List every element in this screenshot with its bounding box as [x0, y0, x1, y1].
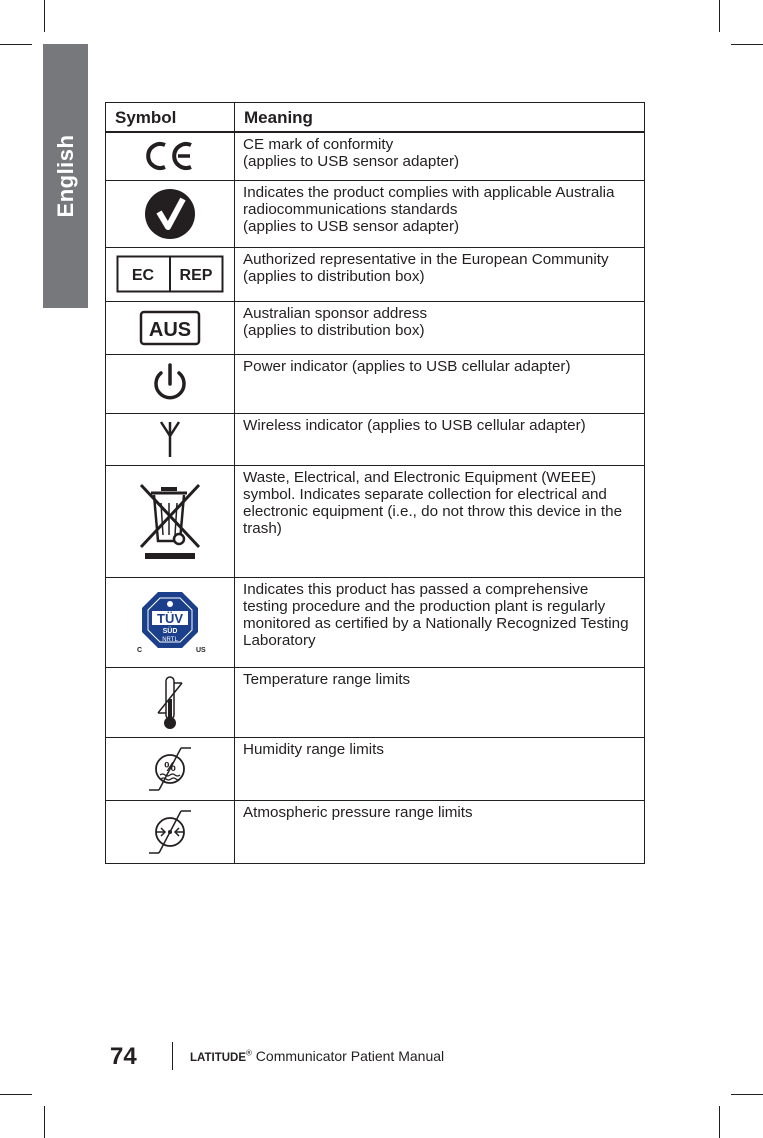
- c-text: C: [137, 647, 143, 654]
- table-row: [106, 180, 645, 247]
- table-row: [106, 737, 645, 800]
- footer-divider: [172, 1042, 173, 1070]
- table-row: [106, 667, 645, 737]
- symbol-cell: [106, 180, 235, 247]
- tuv-text: TÜV: [157, 611, 183, 626]
- language-tab: [43, 44, 88, 308]
- crop-mark: [719, 0, 720, 32]
- symbol-cell: [106, 354, 235, 413]
- pressure-icon: [145, 807, 195, 857]
- table-row: [106, 577, 645, 667]
- crop-mark: [719, 1106, 720, 1138]
- footer-manual-title: Communicator Patient Manual: [251, 1048, 445, 1064]
- footer-brand: LATITUDE: [190, 1052, 247, 1064]
- symbol-column-header: Symbol: [106, 103, 235, 133]
- crop-mark: [0, 1094, 32, 1095]
- page-number: 74: [110, 1043, 137, 1070]
- table-row: [106, 132, 645, 180]
- meaning-cell: Waste, Electrical, and Electronic Equipment (WEEE) symbol. Indicates separate collection for electrical and electronic equipment (i.e., do not throw this device in the trash): [235, 465, 645, 577]
- nrtl-text: NRTL: [162, 637, 178, 643]
- meaning-cell: Power indicator (applies to USB cellular adapter): [235, 354, 645, 413]
- meaning-cell: Atmospheric pressure range limits: [235, 800, 645, 863]
- crop-mark: [44, 1106, 45, 1138]
- symbol-cell: [106, 800, 235, 863]
- symbol-cell: [106, 247, 235, 301]
- ec-rep-icon: [116, 255, 224, 293]
- rep-text: REP: [179, 267, 213, 284]
- table-row: [106, 247, 645, 301]
- crop-mark: [731, 1094, 763, 1095]
- meaning-cell: Temperature range limits: [235, 667, 645, 737]
- registered-mark: ®: [246, 1048, 252, 1058]
- symbol-table: [105, 102, 645, 864]
- meaning-cell: Australian sponsor address (applies to distribution box): [235, 301, 645, 354]
- percent-text: %: [164, 758, 176, 774]
- symbol-cell: [106, 301, 235, 354]
- table-row: [106, 465, 645, 577]
- meaning-cell: CE mark of conformity (applies to USB sensor adapter): [235, 132, 645, 180]
- weee-bin-icon: [137, 481, 203, 561]
- symbol-cell: [106, 465, 235, 577]
- crop-mark: [0, 44, 32, 45]
- table-row: [106, 301, 645, 354]
- us-text: US: [196, 647, 206, 654]
- meaning-cell: Indicates this product has passed a comprehensive testing procedure and the production plant is regularly monitored as certified by a Nationally Recognized Testing Laboratory: [235, 577, 645, 667]
- table-header-row: [106, 103, 645, 133]
- meaning-cell: Indicates the product complies with applicable Australia radiocommunications standards (applies to USB sensor adapter): [235, 180, 645, 247]
- symbol-cell: [106, 577, 235, 667]
- c-tick-mark-icon: [143, 187, 197, 241]
- ec-text: EC: [131, 267, 155, 284]
- power-icon: [150, 362, 190, 406]
- table-row: [106, 413, 645, 465]
- meaning-cell: Wireless indicator (applies to USB cellular adapter): [235, 413, 645, 465]
- language-tab-label: English: [52, 134, 78, 218]
- symbol-cell: [106, 132, 235, 180]
- symbol-cell: [106, 667, 235, 737]
- crop-mark: [44, 0, 45, 32]
- thermometer-icon: [148, 673, 192, 731]
- tuv-sud-nrtl-icon: [134, 590, 206, 654]
- humidity-icon: [145, 744, 195, 794]
- aus-text: AUS: [148, 318, 192, 341]
- meaning-cell: Humidity range limits: [235, 737, 645, 800]
- ce-mark-icon: [144, 140, 196, 172]
- meaning-cell: Authorized representative in the European Community (applies to distribution box): [235, 247, 645, 301]
- footer-title: [190, 1048, 444, 1064]
- crop-mark: [731, 44, 763, 45]
- table-row: [106, 354, 645, 413]
- antenna-icon: [158, 419, 182, 459]
- table-row: [106, 800, 645, 863]
- symbol-cell: [106, 413, 235, 465]
- symbol-cell: [106, 737, 235, 800]
- sud-text: SÜD: [162, 628, 178, 635]
- aus-sponsor-icon: [139, 310, 201, 346]
- meaning-column-header: Meaning: [235, 103, 645, 133]
